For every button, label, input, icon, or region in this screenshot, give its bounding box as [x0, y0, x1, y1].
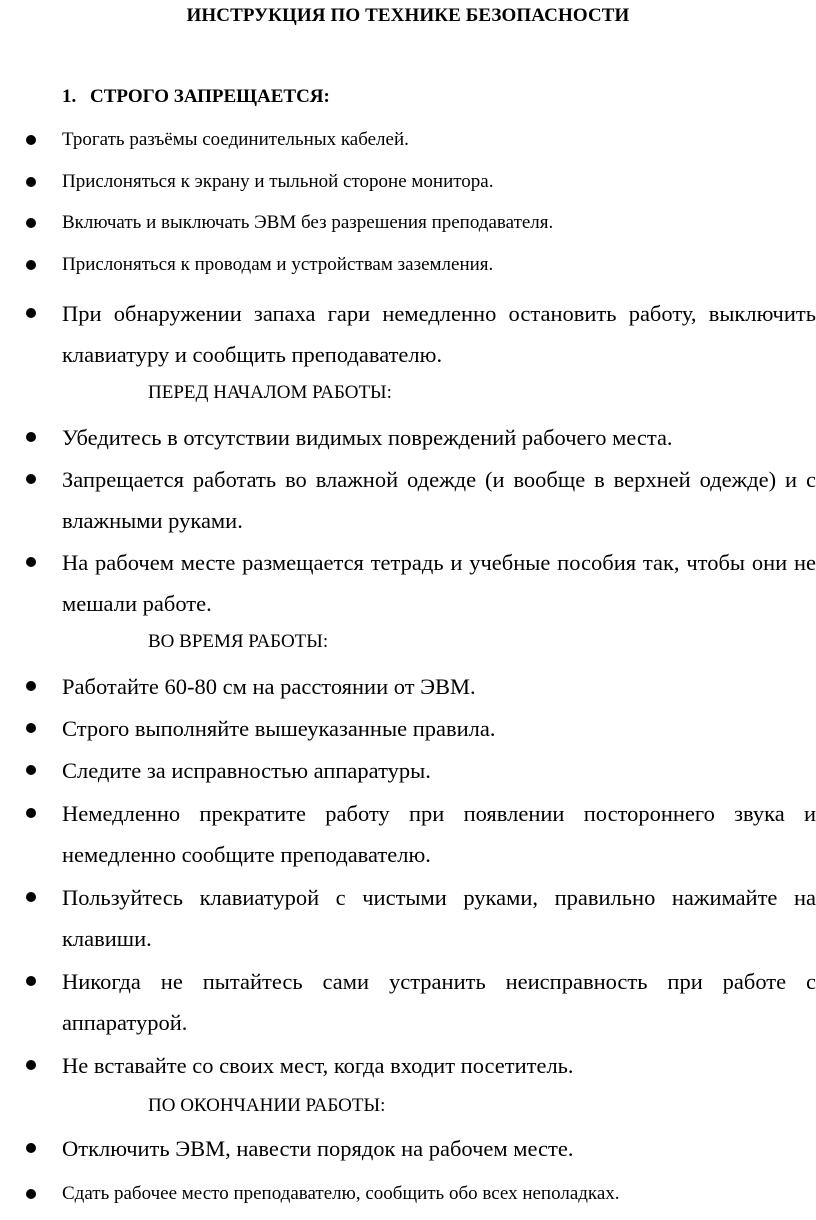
bullet-icon [26, 308, 36, 318]
section-heading-before-work: ПЕРЕД НАЧАЛОМ РАБОТЫ: [148, 382, 392, 403]
list-item-text: Трогать разъёмы соединительных кабелей. [62, 129, 409, 150]
bullet-icon [26, 1143, 36, 1153]
list-item-text: Прислоняться к экрану и тыльной стороне монитора. [62, 171, 494, 192]
bullet-icon [26, 557, 36, 567]
document-title: ИНСТРУКЦИЯ ПО ТЕХНИКЕ БЕЗОПАСНОСТИ [186, 5, 630, 26]
bullet-icon [26, 808, 36, 818]
section-heading-after-work: ПО ОКОНЧАНИИ РАБОТЫ: [148, 1095, 386, 1116]
list-item-text: Сдать рабочее место преподавателю, сообщить обо всех неполадках. [62, 1183, 620, 1204]
list-item-text: Прислоняться к проводам и устройствам заземления. [62, 254, 494, 275]
bullet-icon [26, 681, 36, 691]
bullet-icon [26, 1189, 36, 1199]
bullet-icon [26, 432, 36, 442]
list-item-text: Запрещается работать во влажной одежде (и вообще в верхней одежде) и с влажными руками. [62, 467, 816, 533]
bullet-icon [26, 218, 36, 228]
list-item-text: При обнаружении запаха гари немедленно остановить работу, выключить клавиатуру и сообщить преподавателю. [62, 301, 816, 367]
section-heading-prohibited [62, 85, 330, 109]
bullet-icon [26, 177, 36, 187]
section-heading-text: СТРОГО ЗАПРЕЩАЕТСЯ: [90, 86, 330, 107]
bullet-icon [26, 1060, 36, 1070]
list-item-text: Не вставайте со своих мест, когда входит посетитель. [62, 1053, 574, 1078]
bullet-icon [26, 260, 36, 270]
list-item-text: Отключить ЭВМ, навести порядок на рабочем месте. [62, 1136, 574, 1161]
list-item-text: Убедитесь в отсутствии видимых повреждений рабочего места. [62, 425, 673, 450]
list-item-text: Следите за исправностью аппаратуры. [62, 758, 431, 783]
bullet-icon [26, 976, 36, 986]
list-item-text: Строго выполняйте вышеуказанные правила. [62, 716, 496, 741]
list-item-text: Пользуйтесь клавиатурой с чистыми руками, правильно нажимайте на клавиши. [62, 885, 816, 951]
list-item-text: Работайте 60-80 см на расстоянии от ЭВМ. [62, 674, 476, 699]
list-item-text: Включать и выключать ЭВМ без разрешения преподавателя. [62, 212, 554, 233]
bullet-icon [26, 135, 36, 145]
bullet-icon [26, 765, 36, 775]
bullet-icon [26, 474, 36, 484]
section-number: 1. [62, 86, 77, 107]
list-item-text: Немедленно прекратите работу при появлении постороннего звука и немедленно сообщите преподавателю. [62, 801, 816, 867]
list-item-text: Никогда не пытайтесь сами устранить неисправность при работе с аппаратурой. [62, 969, 816, 1035]
bullet-icon [26, 892, 36, 902]
list-item-text: На рабочем месте размещается тетрадь и учебные пособия так, чтобы они не мешали работе. [62, 550, 816, 616]
bullet-icon [26, 723, 36, 733]
section-heading-during-work: ВО ВРЕМЯ РАБОТЫ: [148, 631, 329, 652]
